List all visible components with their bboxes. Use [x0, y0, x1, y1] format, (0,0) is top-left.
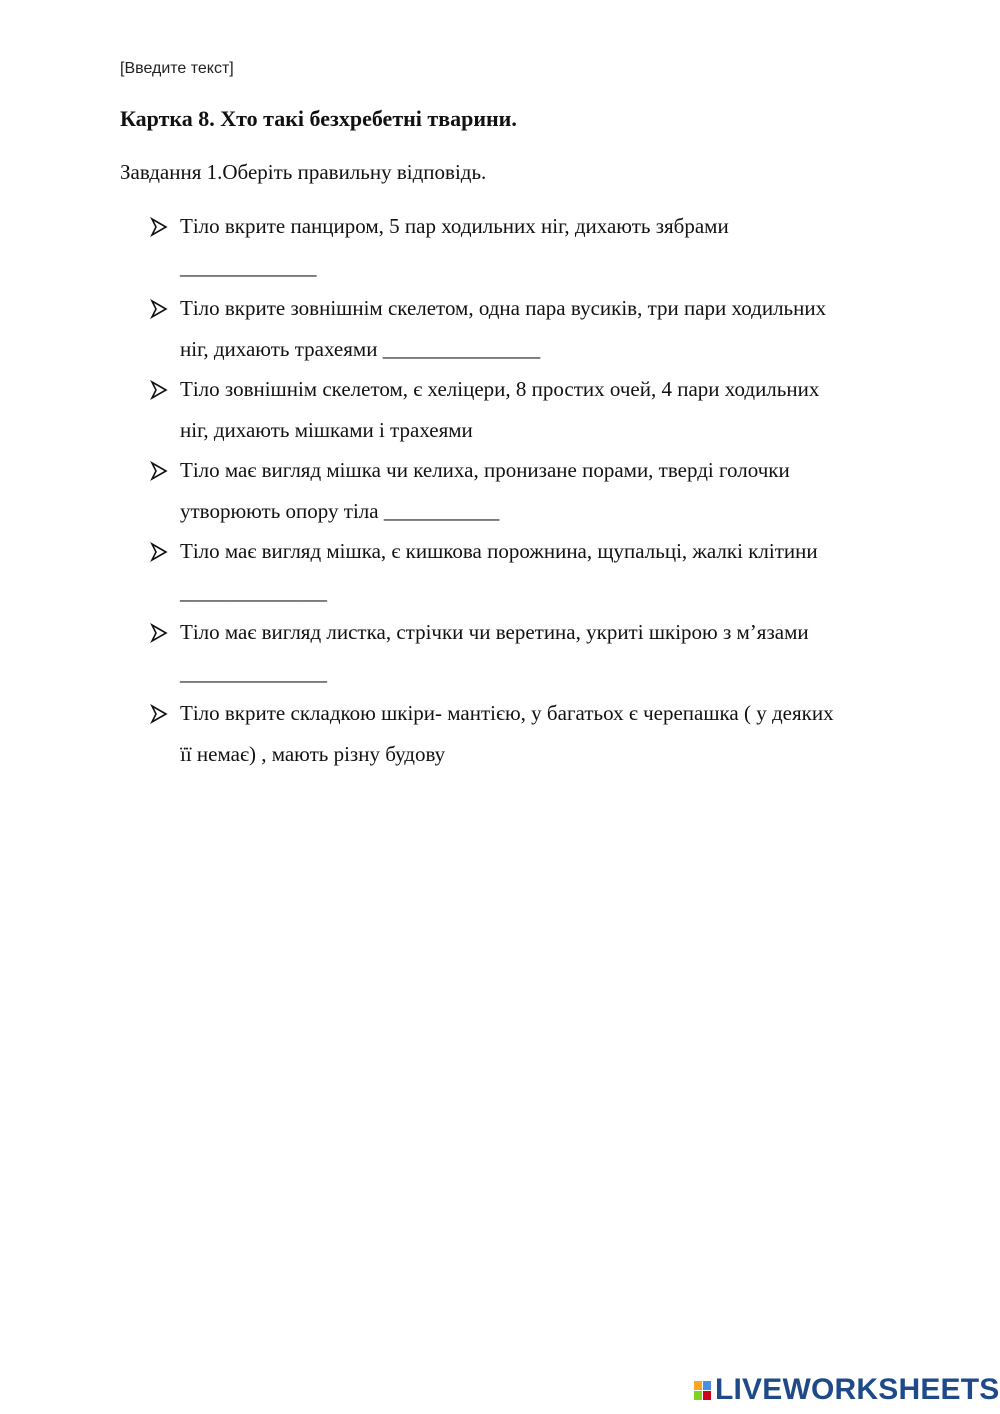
item-line-2: її немає) , мають різну будову — [180, 742, 446, 766]
item-line-1: Тіло має вигляд листка, стрічки чи веретина, укриті шкірою з м’язами — [180, 620, 809, 644]
list-item — [150, 206, 940, 288]
arrow-bullet-icon — [150, 206, 172, 247]
item-line-1: Тіло зовнішнім скелетом, є хеліцери, 8 простих очей, 4 пари ходильних — [180, 377, 820, 401]
item-line-1: Тіло має вигляд мішка чи келиха, пронизане порами, тверді голочки — [180, 458, 790, 482]
item-line-1: Тіло вкрите зовнішнім скелетом, одна пара вусиків, три пари ходильних — [180, 296, 827, 320]
header-placeholder-text: [Введите текст] — [120, 60, 234, 77]
item-line-2-with-blank[interactable]: ніг, дихають трахеями _______________ — [180, 337, 541, 361]
page-title: Картка 8. Хто такі безхребетні тварини. — [120, 106, 517, 131]
logo-text: LIVEWORKSHEETS — [715, 1373, 1000, 1406]
item-answer-blank[interactable]: ______________ — [180, 580, 327, 604]
liveworksheets-logo — [694, 1372, 1000, 1408]
arrow-bullet-icon — [150, 369, 172, 410]
task-heading: Завдання 1.Оберіть правильну відповідь. — [120, 160, 487, 184]
list-item — [150, 693, 940, 775]
list-item — [150, 369, 940, 451]
item-line-2: ніг, дихають мішками і трахеями — [180, 418, 473, 442]
item-line-1: Тіло має вигляд мішка, є кишкова порожнина, щупальці, жалкі клітини — [180, 539, 818, 563]
arrow-bullet-icon — [150, 531, 172, 572]
arrow-bullet-icon — [150, 693, 172, 734]
arrow-bullet-icon — [150, 450, 172, 491]
list-item — [150, 612, 940, 694]
item-line-1: Тіло вкрите панциром, 5 пар ходильних ніг, дихають зябрами — [180, 214, 729, 238]
arrow-bullet-icon — [150, 288, 172, 329]
logo-blocks-icon — [694, 1381, 711, 1400]
item-line-2-with-blank[interactable]: утворюють опору тіла ___________ — [180, 499, 500, 523]
arrow-bullet-icon — [150, 612, 172, 653]
list-item — [150, 531, 940, 613]
list-item — [150, 450, 940, 532]
item-answer-blank[interactable]: ______________ — [180, 661, 327, 685]
list-item — [150, 288, 940, 370]
item-answer-blank[interactable]: _____________ — [180, 255, 317, 279]
item-line-1: Тіло вкрите складкою шкіри- мантією, у багатьох є черепашка ( у деяких — [180, 701, 834, 725]
